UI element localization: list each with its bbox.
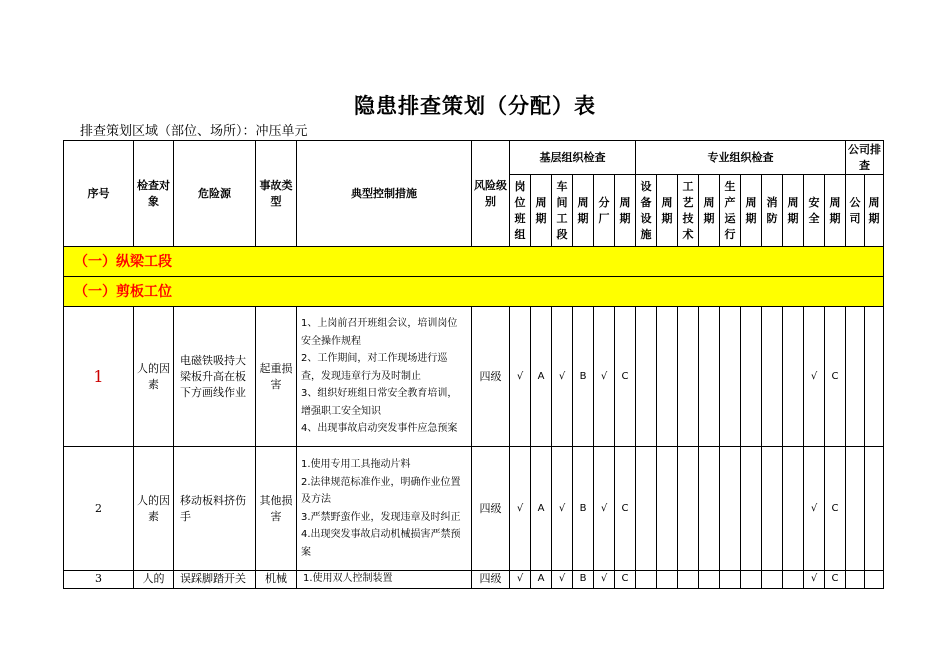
row-hazard: 移动板料挤伤手 [174,447,256,571]
row-risk-level: 四级 [472,571,510,589]
region-label: 排查策划区域（部位、场所）：冲压单元 [80,124,308,139]
period-value: C [615,307,636,447]
period-value: C [615,447,636,571]
row-number: 1 [64,307,134,447]
row-object: 人的因素 [134,447,174,571]
header-production: 生产运行 [720,175,741,247]
check-mark: √ [552,571,573,589]
row-measures: 1、上岗前召开班组会议，培训岗位安全操作规程 2、工作期间，对工作现场进行巡查，发现违章行为及时制止 3、组织好班组日常安全教育培训，增强职工安全知识 4、出现事故启动突发事件应急预案 [297,307,472,447]
document-title: 隐患排查策划（分配）表 [354,94,596,118]
row-measures: 1.使用双人控制装置 [297,571,472,589]
header-period: 周期 [615,175,636,247]
check-mark: √ [552,447,573,571]
row-hazard: 误踩脚踏开关 [174,571,256,589]
row-number: 2 [64,447,134,571]
header-object: 检查对象 [134,141,174,247]
period-value: C [825,447,846,571]
header-period: 周期 [657,175,678,247]
row-accident-type: 机械 [256,571,297,589]
period-value: C [825,307,846,447]
table-row [64,571,884,589]
period-value: A [531,571,552,589]
table-row [64,447,884,571]
row-number: 3 [64,571,134,589]
header-equipment: 设备设施 [636,175,657,247]
header-period: 周期 [865,175,884,247]
header-period: 周期 [699,175,720,247]
header-professional-check: 专业组织检查 [636,141,846,175]
row-risk-level: 四级 [472,307,510,447]
header-safety: 安全 [804,175,825,247]
header-period: 周期 [531,175,552,247]
header-post-team: 岗位班组 [510,175,531,247]
period-value: B [573,571,594,589]
row-hazard: 电磁铁吸持大梁板升高在板下方画线作业 [174,307,256,447]
header-seq: 序号 [64,141,134,247]
header-risk-level: 风险级别 [472,141,510,247]
period-value: C [615,571,636,589]
header-company-check: 公司排查 [846,141,884,175]
check-mark: √ [510,447,531,571]
header-branch: 分厂 [594,175,615,247]
header-period: 周期 [783,175,804,247]
header-grassroots-check: 基层组织检查 [510,141,636,175]
header-period: 周期 [825,175,846,247]
check-mark: √ [510,571,531,589]
check-mark: √ [510,307,531,447]
row-object: 人的因素 [134,307,174,447]
header-hazard: 危险源 [174,141,256,247]
period-value: A [531,447,552,571]
check-mark: √ [804,307,825,447]
section-heading: （一）剪板工位 [64,277,884,307]
period-value: A [531,307,552,447]
check-mark: √ [552,307,573,447]
section-heading: （一）纵梁工段 [64,247,884,277]
header-measures: 典型控制措施 [297,141,472,247]
check-mark: √ [594,307,615,447]
check-mark: √ [594,571,615,589]
header-workshop: 车间工段 [552,175,573,247]
row-measures: 1.使用专用工具拖动片料 2.法律规范标准作业，明确作业位置及方法 3.严禁野蛮作业，发现违章及时纠正 4.出现突发事故启动机械损害严禁预案 [297,447,472,571]
period-value: B [573,307,594,447]
table-row [64,307,884,447]
header-accident-type: 事故类型 [256,141,297,247]
header-company: 公司 [846,175,865,247]
row-object: 人的 [134,571,174,589]
check-mark: √ [804,571,825,589]
header-fire: 消防 [762,175,783,247]
header-period: 周期 [573,175,594,247]
header-process: 工艺技术 [678,175,699,247]
row-accident-type: 其他损害 [256,447,297,571]
row-accident-type: 起重损害 [256,307,297,447]
row-risk-level: 四级 [472,447,510,571]
period-value: C [825,571,846,589]
check-mark: √ [594,447,615,571]
header-period: 周期 [741,175,762,247]
period-value: B [573,447,594,571]
check-mark: √ [804,447,825,571]
inspection-plan-table [63,140,884,589]
